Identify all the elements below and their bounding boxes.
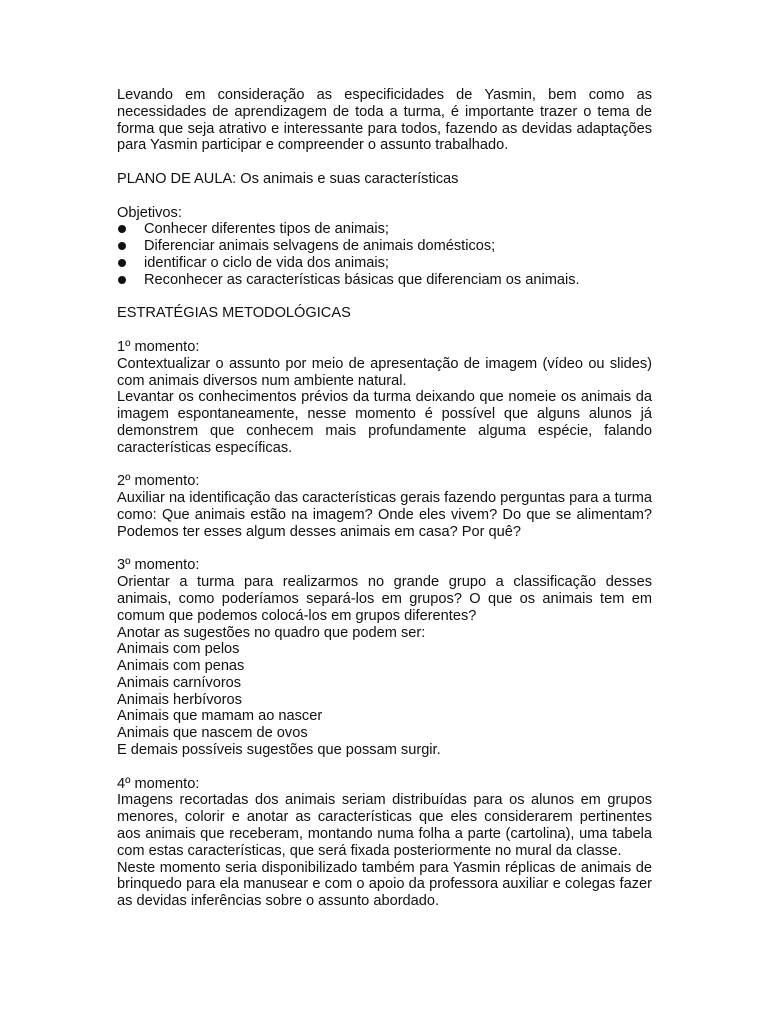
objective-item xyxy=(117,221,652,238)
objective-item xyxy=(117,255,652,272)
moment3-paragraph: Anotar as sugestões no quadro que podem ser: xyxy=(117,624,426,641)
bullet-icon xyxy=(118,225,126,233)
bullet-icon xyxy=(118,242,126,250)
spacer xyxy=(117,457,652,474)
strategies-heading: ESTRATÉGIAS METODOLÓGICAS xyxy=(117,305,351,322)
moment4-heading: 4º momento: xyxy=(117,775,200,792)
moment1-heading: 1º momento: xyxy=(117,338,200,355)
document-page xyxy=(117,87,652,910)
plan-title: PLANO DE AULA: Os animais e suas características xyxy=(117,170,459,187)
moment4-paragraph: Neste momento seria disponibilizado também para Yasmin réplicas de animais de brinquedo para ela manusear e com o apoio da professora auxiliar e colegas fazer as devidas inferências sobre o assunto abordado. xyxy=(117,859,652,910)
spacer xyxy=(117,759,652,776)
objective-text: Reconhecer as características básicas que diferenciam os animais. xyxy=(144,271,580,288)
spacer xyxy=(117,289,652,306)
suggestion-item: Animais que mamam ao nascer xyxy=(117,708,323,725)
suggestion-item: Animais com pelos xyxy=(117,641,240,658)
objective-item xyxy=(117,272,652,289)
bullet-icon xyxy=(118,276,126,284)
moment4-paragraph: Imagens recortadas dos animais seriam distribuídas para os alunos em grupos menores, colorir e anotar as características que eles considerarem pertinentes aos animais que receberam, montando numa folha a parte (cartolina), uma tabela com estas características, que será fixada posteriormente no mural da classe. xyxy=(117,792,652,859)
moment3-paragraph: E demais possíveis sugestões que possam surgir. xyxy=(117,742,441,759)
suggestion-item: Animais que nascem de ovos xyxy=(117,725,308,742)
objectives-list xyxy=(117,221,652,288)
objective-text: Conhecer diferentes tipos de animais; xyxy=(144,221,389,238)
moment2-heading: 2º momento: xyxy=(117,473,200,490)
objective-text: Diferenciar animais selvagens de animais domésticos; xyxy=(144,238,496,255)
spacer xyxy=(117,541,652,558)
suggestion-item: Animais carnívoros xyxy=(117,674,242,691)
objective-item xyxy=(117,238,652,255)
spacer xyxy=(117,154,652,171)
objectives-heading: Objetivos: xyxy=(117,204,182,221)
suggestion-item: Animais com penas xyxy=(117,658,245,675)
objective-text: identificar o ciclo de vida dos animais; xyxy=(144,254,389,271)
spacer xyxy=(117,322,652,339)
spacer xyxy=(117,188,652,205)
intro-paragraph: Levando em consideração as especificidades de Yasmin, bem como as necessidades de aprendizagem de toda a turma, é importante trazer o tema de forma que seja atrativo e interessante para todos, fazendo as devidas adaptações para Yasmin participar e compreender o assunto trabalhado. xyxy=(117,87,652,154)
moment3-heading: 3º momento: xyxy=(117,557,200,574)
bullet-icon xyxy=(118,259,126,267)
moment1-paragraph: Contextualizar o assunto por meio de apresentação de imagem (vídeo ou slides) com animais diversos num ambiente natural. xyxy=(117,355,652,389)
moment3-paragraph: Orientar a turma para realizarmos no grande grupo a classificação desses animais, como poderíamos separá-los em grupos? O que os animais tem em comum que podemos colocá-los em grupos diferentes? xyxy=(117,574,652,624)
moment2-paragraph: Auxiliar na identificação das características gerais fazendo perguntas para a turma como: Que animais estão na imagem? Onde eles vivem? Do que se alimentam? Podemos ter esses algum desses animais em casa? Por quê? xyxy=(117,490,652,540)
suggestion-item: Animais herbívoros xyxy=(117,691,242,708)
moment1-paragraph: Levantar os conhecimentos prévios da turma deixando que nomeie os animais da imagem espontaneamente, nesse momento é possível que alguns alunos já demonstrem que conhecem mais profundamente alguma espécie, falando características específicas. xyxy=(117,389,652,456)
